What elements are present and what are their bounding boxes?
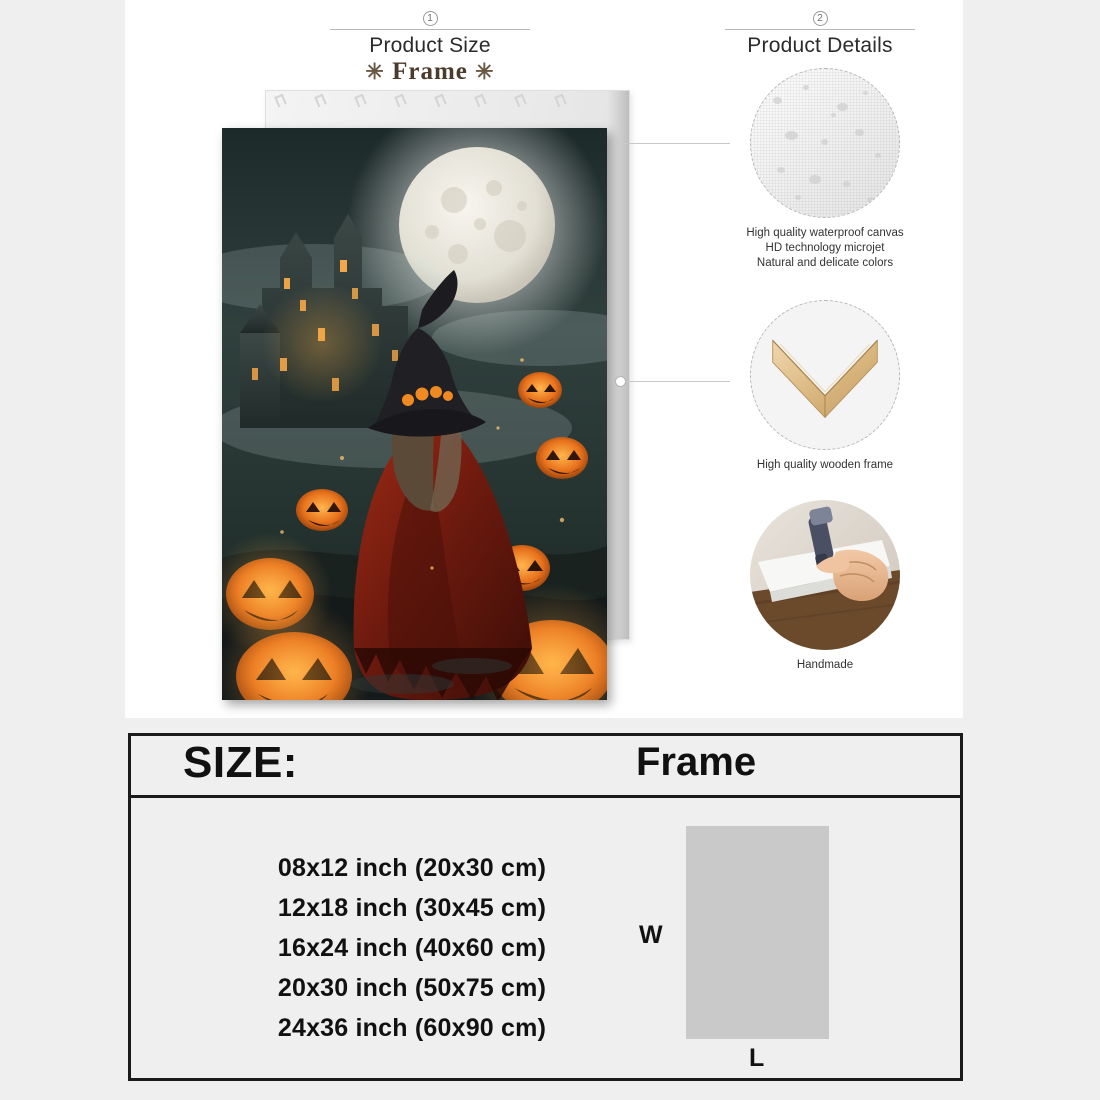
size-option: 24x36 inch (60x90 cm) (277, 1014, 547, 1042)
section-title-product-details: Product Details (747, 34, 893, 57)
size-option-list (177, 848, 607, 1048)
detail-handmade (735, 500, 915, 673)
size-option: 20x30 inch (50x75 cm) (277, 974, 547, 1002)
caption-line: HD technology microjet (765, 242, 885, 254)
size-option: 08x12 inch (20x30 cm) (277, 854, 547, 882)
section-number-1: 1 (423, 11, 438, 26)
leader-line-middle (625, 381, 730, 382)
caption-line: Natural and delicate colors (756, 257, 894, 269)
detail-handmade-image (750, 500, 900, 650)
caption-line: Handmade (796, 659, 854, 671)
section-rule (725, 29, 915, 30)
size-chart-header (131, 736, 960, 798)
leader-line-top-vertical (615, 143, 616, 238)
artwork-image (222, 128, 607, 700)
detail-canvas (735, 68, 915, 271)
frame-shape (686, 826, 829, 1039)
frame-dimension-diagram (631, 816, 931, 1072)
width-label: W (639, 921, 663, 949)
size-chart-panel (128, 733, 963, 1081)
frame-column-header: Frame (636, 740, 757, 784)
detail-canvas-caption (735, 226, 915, 271)
frame-heading (305, 58, 555, 86)
section-rule (330, 29, 530, 30)
leader-line-top (615, 143, 730, 144)
canvas-weave-texture (751, 69, 899, 217)
length-label: L (749, 1044, 765, 1072)
leader-node (615, 376, 626, 387)
wooden-frame-corner-svg (751, 301, 899, 449)
detail-wooden-frame (735, 300, 915, 473)
frame-heading-text: Frame (392, 58, 468, 85)
section-header-product-details (725, 8, 915, 58)
caption-line: High quality wooden frame (756, 459, 894, 471)
top-panel (125, 0, 963, 718)
detail-frame-image (750, 300, 900, 450)
size-option: 12x18 inch (30x45 cm) (277, 894, 547, 922)
artwork-svg (222, 128, 607, 700)
caption-line: High quality waterproof canvas (746, 227, 904, 239)
section-header-product-size (330, 8, 530, 58)
star-icon-right: ✳ (475, 59, 495, 84)
star-icon-left: ✳ (365, 59, 385, 84)
detail-handmade-caption (735, 658, 915, 673)
staple-row (276, 95, 599, 109)
detail-canvas-image (750, 68, 900, 218)
handmade-photo-svg (750, 500, 900, 650)
section-title-product-size: Product Size (369, 34, 491, 57)
size-column-header: SIZE: (183, 738, 298, 787)
size-option: 16x24 inch (40x60 cm) (277, 934, 547, 962)
detail-frame-caption (735, 458, 915, 473)
section-number-2: 2 (813, 11, 828, 26)
